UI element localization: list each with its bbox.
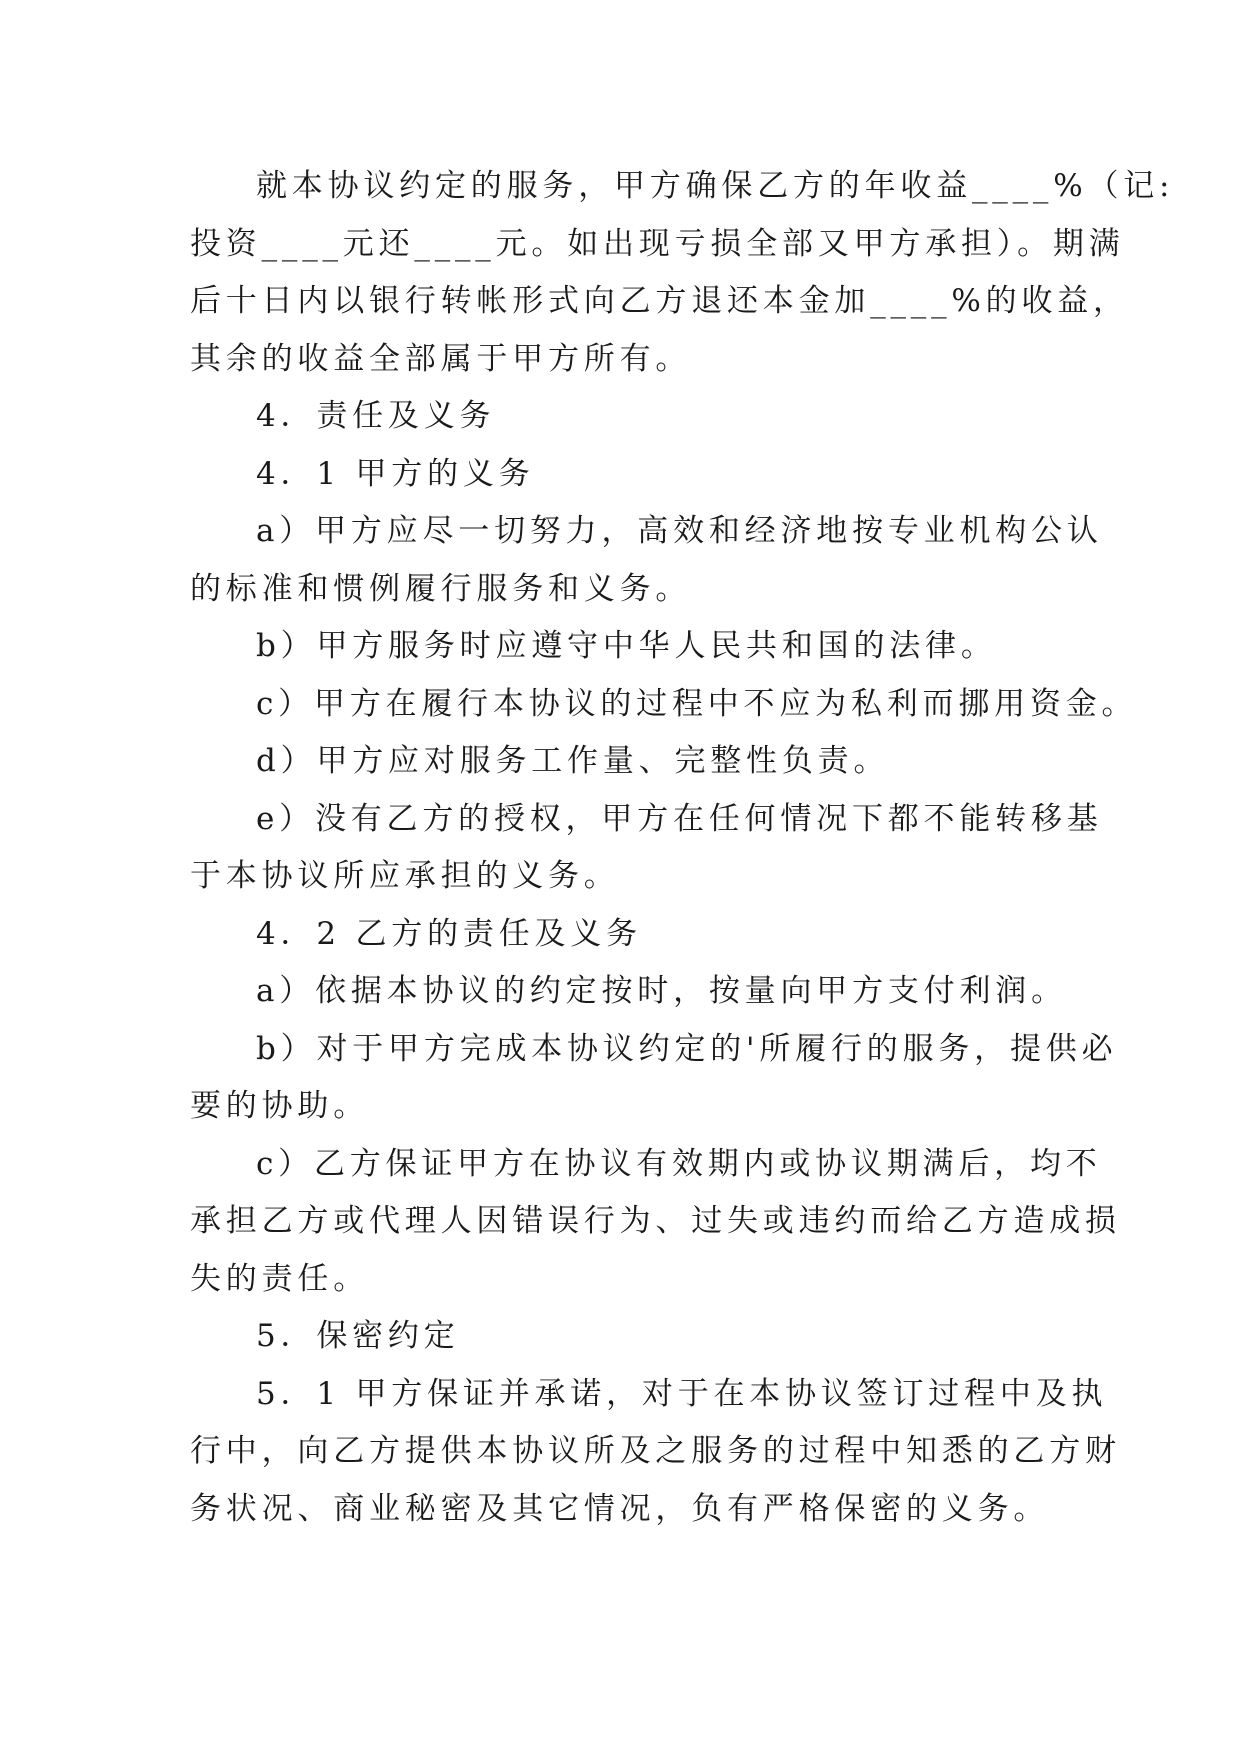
- text-line: 要的协助。: [190, 1088, 369, 1124]
- document-body: [190, 158, 1175, 1538]
- text-line: e）没有乙方的授权，甲方在任何情况下都不能转移基: [256, 800, 1103, 837]
- text-line: 投资____元还____元。如出现亏损全部又甲方承担）。期满: [190, 225, 1125, 262]
- text-line: b）甲方服务时应遵守中华人民共和国的法律。: [256, 628, 997, 664]
- text-line: 就本协议约定的服务，甲方确保乙方的年收益____%（记:: [256, 168, 1175, 204]
- paragraph-5-1: [190, 1366, 1121, 1539]
- text-line: 承担乙方或代理人因错误行为、过失或违约而给乙方造成损: [190, 1203, 1121, 1239]
- text-line: 4．2 乙方的责任及义务: [256, 915, 642, 952]
- text-line: 4．责任及义务: [256, 398, 496, 434]
- text-line: 行中，向乙方提供本协议所及之服务的过程中知悉的乙方财: [190, 1433, 1121, 1469]
- text-line: d）甲方应对服务工作量、完整性负责。: [256, 743, 890, 779]
- text-line: 后十日内以银行转帐形式向乙方退还本金加____%的收益，: [190, 283, 1129, 319]
- text-line: a）甲方应尽一切努力，高效和经济地按专业机构公认: [256, 513, 1103, 549]
- text-line: 其余的收益全部属于甲方所有。: [190, 340, 692, 377]
- paragraph-4-2-b: [190, 1021, 1118, 1136]
- text-line: 失的责任。: [190, 1260, 369, 1297]
- text-line: b）对于甲方完成本协议约定的'所履行的服务，提供必: [256, 1030, 1118, 1067]
- paragraph-section-4-1: [190, 446, 1070, 504]
- text-line: 的标准和惯例履行服务和义务。: [190, 570, 692, 607]
- text-line: a）依据本协议的约定按时，按量向甲方支付利润。: [256, 973, 1067, 1009]
- paragraph-section-4: [190, 388, 1070, 446]
- paragraph-yield: [190, 158, 1175, 388]
- paragraph-section-5: [190, 1308, 1070, 1366]
- text-line: 务状况、商业秘密及其它情况，负有严格保密的义务。: [190, 1490, 1050, 1527]
- text-line: 于本协议所应承担的义务。: [190, 858, 620, 894]
- paragraph-section-4-2: [190, 906, 1070, 964]
- text-line: 5．1 甲方保证并承诺，对于在本协议签订过程中及执: [256, 1375, 1108, 1412]
- text-line: c）甲方在履行本协议的过程中不应为私利而挪用资金。: [256, 685, 1138, 722]
- text-line: c）乙方保证甲方在协议有效期内或协议期满后，均不: [256, 1145, 1102, 1182]
- paragraph-4-2-c: [190, 1136, 1121, 1309]
- paragraph-4-1-c: [190, 676, 1138, 734]
- paragraph-4-1-e: [190, 791, 1103, 906]
- paragraph-4-1-d: [190, 733, 1070, 791]
- paragraph-4-1-b: [190, 618, 1070, 676]
- text-line: 5．保密约定: [256, 1318, 460, 1354]
- paragraph-4-2-a: [190, 963, 1070, 1021]
- paragraph-4-1-a: [190, 503, 1103, 618]
- text-line: 4．1 甲方的义务: [256, 455, 535, 492]
